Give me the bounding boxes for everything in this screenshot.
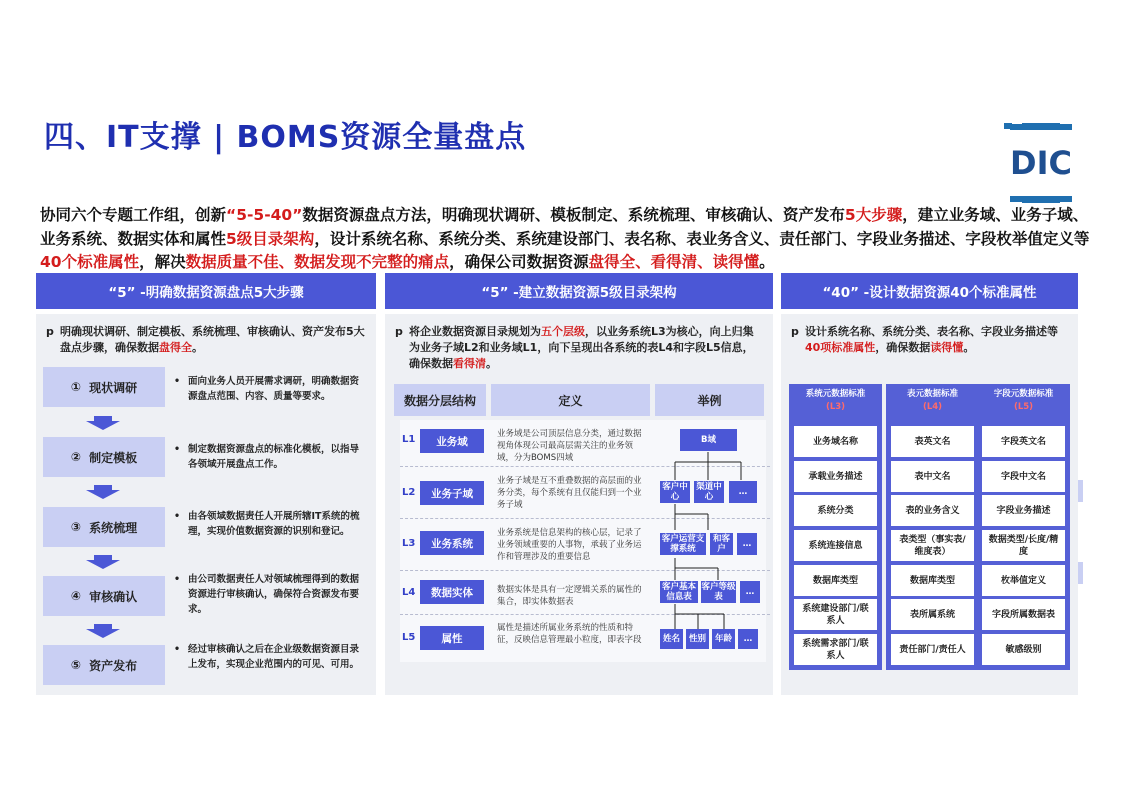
attr-item: 字段所属数据表 bbox=[982, 599, 1065, 630]
level-box-l4: 数据实体 bbox=[420, 580, 484, 604]
attr-item: 系统连接信息 bbox=[794, 530, 877, 561]
section-header-levels: “5” -建立数据资源5级目录架构 bbox=[385, 273, 773, 309]
level-code: L1 bbox=[402, 434, 416, 445]
logo-text: DIC bbox=[1010, 144, 1072, 182]
attr-item: 表类型（事实表/维度表） bbox=[891, 530, 974, 561]
attr-item: 系统建设部门/联系人 bbox=[794, 599, 877, 630]
example-l5: 姓名 bbox=[660, 629, 683, 649]
attr-item: 字段业务描述 bbox=[982, 495, 1065, 526]
attributes-lead: p 设计系统名称、系统分类、表名称、字段业务描述等40项标准属性，确保数据读得懂。 bbox=[791, 325, 1058, 354]
attr-item: 表所属系统 bbox=[891, 599, 974, 630]
step-3: ③ 系统梳理 bbox=[43, 507, 165, 547]
attr-item: 数据类型/长度/精度 bbox=[982, 530, 1065, 561]
example-l5: … bbox=[738, 629, 758, 649]
example-l2: 客户中心 bbox=[660, 481, 690, 503]
example-l4: 客户等级表 bbox=[701, 582, 736, 602]
example-l3: … bbox=[737, 533, 757, 555]
attr-item: 数据库类型 bbox=[891, 565, 974, 596]
step-5: ⑤ 资产发布 bbox=[43, 645, 165, 685]
attr-item: 表中文名 bbox=[891, 461, 974, 492]
example-l2: 渠道中心 bbox=[694, 481, 724, 503]
down-arrow-icon bbox=[86, 485, 120, 499]
example-l1: B域 bbox=[680, 429, 737, 451]
col-header-definition: 定义 bbox=[491, 384, 650, 416]
level-code: L4 bbox=[402, 587, 416, 598]
example-l5: 性别 bbox=[686, 629, 709, 649]
section-header-attributes: “40” -设计数据资源40个标准属性 bbox=[781, 273, 1078, 309]
attr-column-title: 表元数据标准 (L4) bbox=[906, 389, 958, 412]
level-box-l1: 业务域 bbox=[420, 429, 484, 453]
level-code: L5 bbox=[402, 632, 416, 643]
example-l4: 客户基本信息表 bbox=[661, 582, 696, 602]
example-l3: 和客户 bbox=[710, 533, 733, 555]
example-l3: 客户运营支撑系统 bbox=[661, 534, 705, 554]
attr-item: 系统分类 bbox=[794, 495, 877, 526]
down-arrow-icon bbox=[86, 555, 120, 569]
level-box-l2: 业务子域 bbox=[420, 481, 484, 505]
decorative-edge-bar bbox=[1078, 562, 1083, 584]
attr-item: 枚举值定义 bbox=[982, 565, 1065, 596]
attr-item: 表的业务含义 bbox=[891, 495, 974, 526]
attr-item: 表英文名 bbox=[891, 426, 974, 457]
step-1: ① 现状调研 bbox=[43, 367, 165, 407]
attr-item: 敏感级别 bbox=[982, 634, 1065, 665]
example-l2: … bbox=[729, 481, 757, 503]
col-header-structure: 数据分层结构 bbox=[394, 384, 486, 416]
attr-item: 业务域名称 bbox=[794, 426, 877, 457]
level-definition: 业务域是公司顶层信息分类，通过数据视角体现公司最高层需关注的业务领域，分为BOMS四域 bbox=[497, 429, 642, 463]
step-2: ② 制定模板 bbox=[43, 437, 165, 477]
section-header-steps: “5” -明确数据资源盘点5大步骤 bbox=[36, 273, 376, 309]
level-definition: 业务子域是互不重叠数据的高层面的业务分类，每个系统有且仅能归到一个业务子域 bbox=[497, 476, 642, 510]
intro-paragraph: 协同六个专题工作组，创新“5-5-40”数据资源盘点方法，明确现状调研、模板制定、系统梳理、审核确认、资产发布5大步骤，建立业务域、业务子域、业务系统、数据实体和属性5级目录架构，设计系统名称、系统分类、系统建设部门、表名称、表业务含义、责任部门、字段业务描述、字段枚举值定义等40个标准属性，解决数据质量不佳、数据发现不完整的痛点，确保公司数据资源盘得全、看得清、读得懂。 bbox=[40, 206, 1090, 271]
dic-logo bbox=[1000, 122, 1082, 204]
down-arrow-icon bbox=[86, 624, 120, 638]
col-header-example: 举例 bbox=[655, 384, 764, 416]
levels-lead: p 将企业数据资源目录规划为五个层级，以业务系统L3为核心，向上归集为业务子域L2和业务域L1，向下呈现出各系统的表L4和字段L5信息，确保数据看得清。 bbox=[395, 325, 754, 370]
down-arrow-icon bbox=[86, 416, 120, 430]
level-definition: 属性是描述所属业务系统的性质和特征，反映信息管理最小粒度，即表字段 bbox=[497, 623, 642, 645]
attr-item: 字段英文名 bbox=[982, 426, 1065, 457]
level-code: L2 bbox=[402, 487, 416, 498]
attr-item: 系统需求部门/联系人 bbox=[794, 634, 877, 665]
example-l5: 年龄 bbox=[712, 629, 735, 649]
attr-column-title: 字段元数据标准 (L5) bbox=[993, 389, 1054, 412]
level-box-l5: 属性 bbox=[420, 626, 484, 650]
level-code: L3 bbox=[402, 538, 416, 549]
decorative-edge-bar bbox=[1078, 480, 1083, 502]
page-title: 四、IT支撑 | BOMS资源全量盘点 bbox=[44, 120, 527, 155]
level-box-l3: 业务系统 bbox=[420, 531, 484, 555]
step-4: ④ 审核确认 bbox=[43, 576, 165, 616]
example-l4: … bbox=[740, 581, 760, 603]
level-definition: 数据实体是具有一定逻辑关系的属性的集合，即实体数据表 bbox=[497, 585, 642, 607]
steps-lead: p 明确现状调研、制定模板、系统梳理、审核确认、资产发布5大盘点步骤，确保数据盘得全。 bbox=[46, 325, 365, 354]
attr-item: 字段中文名 bbox=[982, 461, 1065, 492]
attr-item: 承载业务描述 bbox=[794, 461, 877, 492]
attr-item: 数据库类型 bbox=[794, 565, 877, 596]
level-definition: 业务系统是信息架构的核心层，记录了业务领域重要的人事物，承载了业务运作和管理涉及的重要信息 bbox=[497, 528, 642, 562]
attr-column-title: 系统元数据标准 (L3) bbox=[805, 389, 866, 412]
attr-item: 责任部门/责任人 bbox=[891, 634, 974, 665]
